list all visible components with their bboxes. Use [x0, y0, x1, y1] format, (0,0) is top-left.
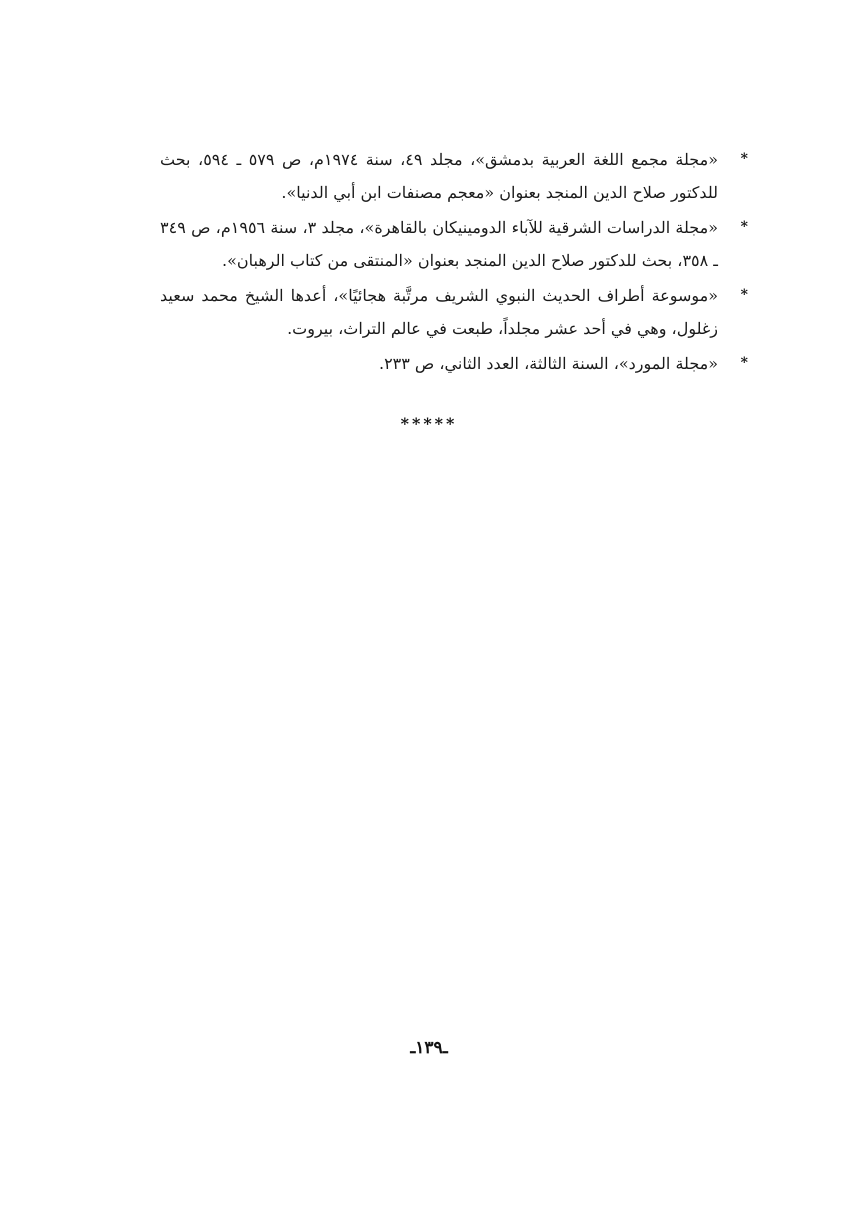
section-divider: ***** [400, 414, 458, 433]
bullet-star: * [740, 355, 748, 371]
reference-item [160, 143, 748, 209]
reference-lead: «موسوعة أطراف الحديث النبوي الشريف مرتَّبة هجائيًا»، أعدها الشيخ محمد سعيد [160, 286, 718, 305]
reference-lead: «مجلة المورد»، السنة الثالثة، العدد الثاني، ص ٢٣٣. [378, 354, 718, 373]
references-list [160, 143, 748, 382]
bullet-star: * [740, 287, 748, 303]
page-number: ـ١٣٩ـ [410, 1038, 448, 1058]
bullet-star: * [740, 219, 748, 235]
reference-rest: زغلول، وهي في أحد عشر مجلداً، طبعت في عالم التراث، بيروت. [287, 319, 718, 338]
bullet-star: * [740, 151, 748, 167]
reference-rest: ٣٤٩ ـ ٣٥٨، بحث للدكتور صلاح الدين المنجد بعنوان «المنتقى من كتاب الرهبان». [160, 218, 718, 270]
reference-lead: «مجلة مجمع اللغة العربية بدمشق»، مجلد ٤٩، سنة ١٩٧٤م، ص ٥٧٩ ـ ٥٩٤، [198, 150, 718, 169]
reference-rest: بحث للدكتور صلاح الدين المنجد بعنوان «معجم مصنفات ابن أبي الدنيا». [160, 150, 718, 202]
reference-item [160, 279, 748, 345]
reference-lead: «مجلة الدراسات الشرقية للآباء الدومينيكان بالقاهرة»، مجلد ٣، سنة ١٩٥٦م، ص [191, 218, 718, 237]
reference-item [160, 211, 748, 277]
reference-item [160, 347, 748, 380]
